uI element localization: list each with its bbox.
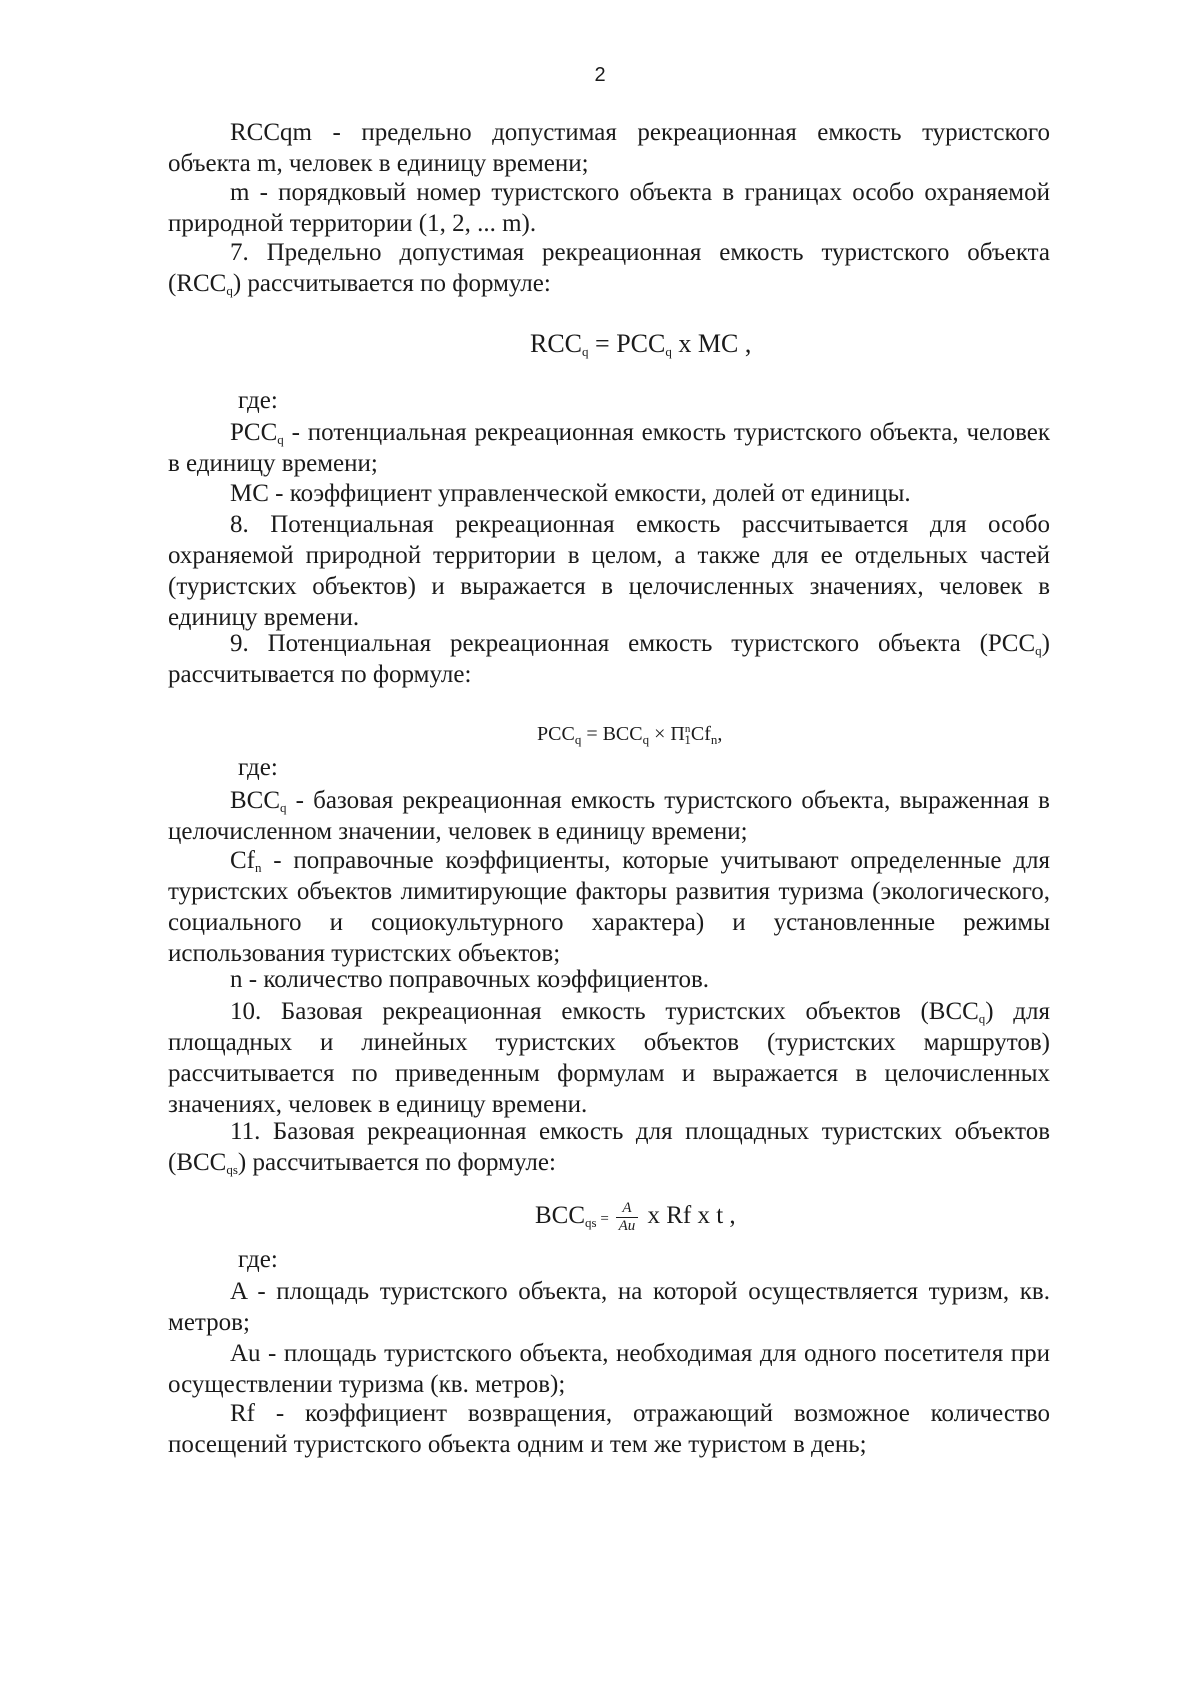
def-rccqm: RCCqm - предельно допустимая рекреационная емкость туристского объекта m, человек в единицу времени; (168, 119, 1050, 177)
def-rf: Rf - коэффициент возвращения, отражающий возможное количество посещений туристского объекта одним и тем же туристом в день; (168, 1400, 1050, 1458)
def-bcc: $BCC_q$ - базовая рекреационная емкость туристского объекта, выраженная в целочисленном значении, человек в единицу времени; (168, 787, 1050, 845)
clause-9: 9. Потенциальная рекреационная емкость туристского объекта $(PCC_q)$ рассчитывается по формуле: (168, 630, 1050, 688)
clause-10: 10. Базовая рекреационная емкость туристских объектов $(BCC_q)$ для площадных и линейных туристских объектов (туристских маршрутов) рассчитывается по приведенным формулам и выражается в целочисленных значениях, человек в единицу времени. (168, 998, 1050, 1118)
clause-7: 7. Предельно допустимая рекреационная емкость туристского объекта $(RCC_q)$ рассчитывается по формуле: (168, 239, 1050, 298)
term-m: m (230, 179, 250, 206)
fraction: $\frac{A}{Au}$ (616, 1200, 639, 1235)
def-au: Au - площадь туристского объекта, необходимая для одного посетителя при осуществлении туризма (кв. метров); (168, 1340, 1050, 1398)
def-a: A - площадь туристского объекта, на которой осуществляется туризм, кв. метров; (168, 1278, 1050, 1336)
clause-11: 11. Базовая рекреационная емкость для площадных туристских объектов $(BCC_{qs})$ рассчитывается по формуле: (168, 1118, 1050, 1177)
def-mc: MC - коэффициент управленческой емкости, долей от единицы. (230, 480, 911, 507)
def-m: m - порядковый номер туристского объекта в границах особо охраняемой природной территории (1, 2, ... m). (168, 179, 1050, 237)
def-pcc: $PCC_q$ - потенциальная рекреационная емкость туристского объекта, человек в единицу времени; (168, 419, 1050, 477)
clause-8: 8. Потенциальная рекреационная емкость рассчитывается для особо охраняемой природной территории в целом, а также для ее отдельных частей (туристских объектов) и выражается в целочисленных значениях, человек в единицу времени. (168, 511, 1050, 631)
formula-bcc-qs: $BCC_{qs}$ = $\frac{A}{Au}$ x Rf x t , (535, 1200, 736, 1234)
term-rccqm: RCCqm (230, 119, 312, 146)
formula-pcc: $PCC_q = BCC_q \times П^n_1Cf_n$, (537, 723, 723, 747)
formula-rcc: $RCC_q = PCC_q$ x MC , (530, 329, 752, 359)
where-label-3: где: (238, 1246, 278, 1273)
page-number: 2 (594, 64, 606, 86)
def-cf: $Cf_n$ - поправочные коэффициенты, которые учитывают определенные для туристских объектов лимитирующие факторы развития туризма (экологического, социального и социокультурного характера) и установленные режимы использования туристских объектов; (168, 847, 1050, 967)
def-n: n - количество поправочных коэффициентов. (230, 966, 710, 993)
where-label-2: где: (238, 754, 278, 781)
where-label-1: где: (238, 387, 278, 414)
